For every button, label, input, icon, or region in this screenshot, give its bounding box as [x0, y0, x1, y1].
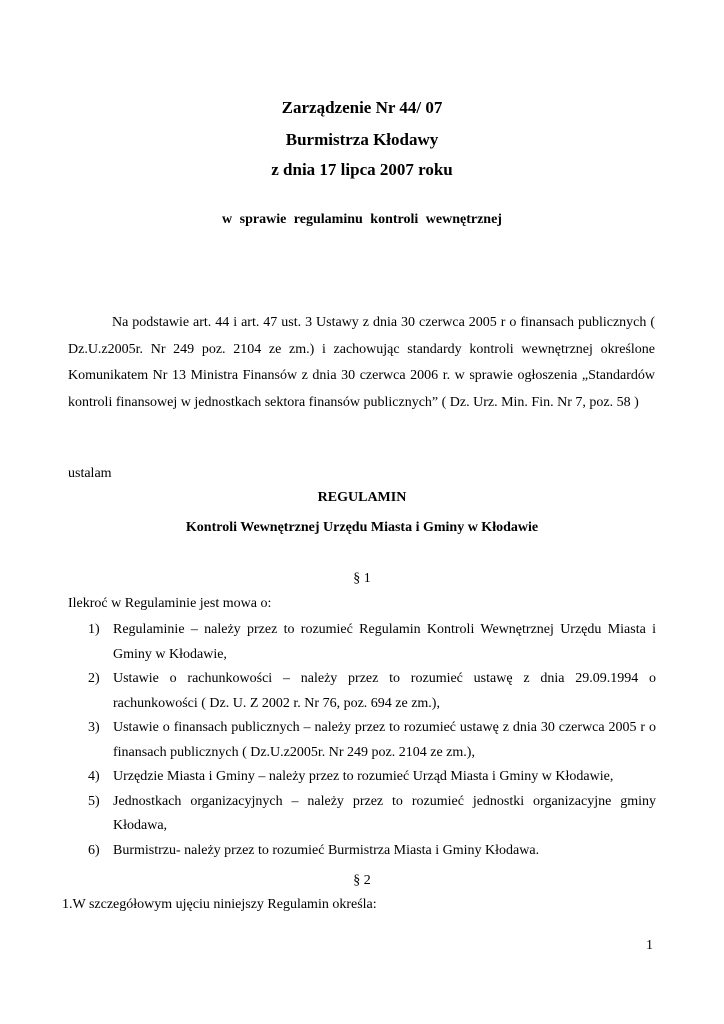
- preamble-paragraph: [68, 310, 655, 416]
- list-item-number: 5): [88, 793, 100, 809]
- regulation-title: REGULAMIN: [317, 490, 407, 505]
- list-item-text: Burmistrzu- należy przez to rozumieć Burmistrza Miasta i Gminy Kłodawa.: [113, 842, 540, 858]
- document-date: z dnia 17 lipca 2007 roku: [271, 160, 453, 179]
- list-item-number: 6): [88, 842, 100, 858]
- list-item-text: Regulaminie – należy przez to rozumieć Regulamin Kontroli Wewnętrznej Urzędu Miasta i Gminy w Kłodawie,: [113, 622, 656, 662]
- document-subject: w sprawie regulaminu kontroli wewnętrznej: [222, 212, 502, 227]
- list-item-number: 3): [88, 720, 100, 735]
- list-item: [68, 790, 656, 839]
- page-number: 1: [646, 938, 653, 953]
- document-title: Zarządzenie Nr 44/ 07: [281, 98, 443, 117]
- preamble-text: Na podstawie art. 44 i art. 47 ust. 3 Ustawy z dnia 30 czerwca 2005 r o finansach publicznych ( Dz.U.z2005r. Nr 249 poz. 2104 ze zm.) i zachowując standardy kontroli wewnętrznej określone Komunikatem Nr 13 Ministra Finansów z dnia 30 czerwca 2006 r. w sprawie ogłoszenia „Standardów kontroli finansowej w jednostkach sektora finansów publicznych” ( Dz. Urz. Min. Fin. Nr 7, poz. 58 ): [68, 315, 655, 410]
- list-item: [68, 618, 656, 667]
- section-2-intro: 1.W szczegółowym ujęciu niniejszy Regulamin określa:: [62, 897, 377, 912]
- section-2-mark: § 2: [353, 873, 371, 888]
- list-item-number: 2): [88, 671, 100, 686]
- list-item-text: Urzędzie Miasta i Gminy – należy przez to rozumieć Urząd Miasta i Gminy w Kłodawie,: [113, 769, 614, 784]
- list-item-text: Jednostkach organizacyjnych – należy przez to rozumieć jednostki organizacyjne gminy Kłodawa,: [113, 793, 656, 833]
- list-item-text: Ustawie o finansach publicznych – należy przez to rozumieć ustawę z dnia 30 czerwca 2005 r o finansach publicznych ( Dz.U.z2005r. Nr 249 poz. 2104 ze zm.),: [113, 720, 656, 760]
- decision-word: ustalam: [68, 466, 112, 481]
- list-item-number: 1): [88, 622, 100, 637]
- document-issuer: Burmistrza Kłodawy: [285, 130, 439, 149]
- list-item: [68, 765, 656, 790]
- section-1-mark: § 1: [353, 571, 371, 586]
- regulation-subtitle: Kontroli Wewnętrznej Urzędu Miasta i Gminy w Kłodawie: [185, 520, 539, 535]
- list-item: [68, 667, 656, 716]
- definitions-list: [68, 618, 656, 863]
- list-item: [68, 839, 656, 864]
- list-item-text: Ustawie o rachunkowości – należy przez to rozumieć ustawę z dnia 29.09.1994 o rachunkowości ( Dz. U. Z 2002 r. Nr 76, poz. 694 ze zm.),: [113, 671, 656, 711]
- list-item: [68, 716, 656, 765]
- section-1-intro: Ilekroć w Regulaminie jest mowa o:: [68, 596, 272, 611]
- list-item-number: 4): [88, 769, 100, 784]
